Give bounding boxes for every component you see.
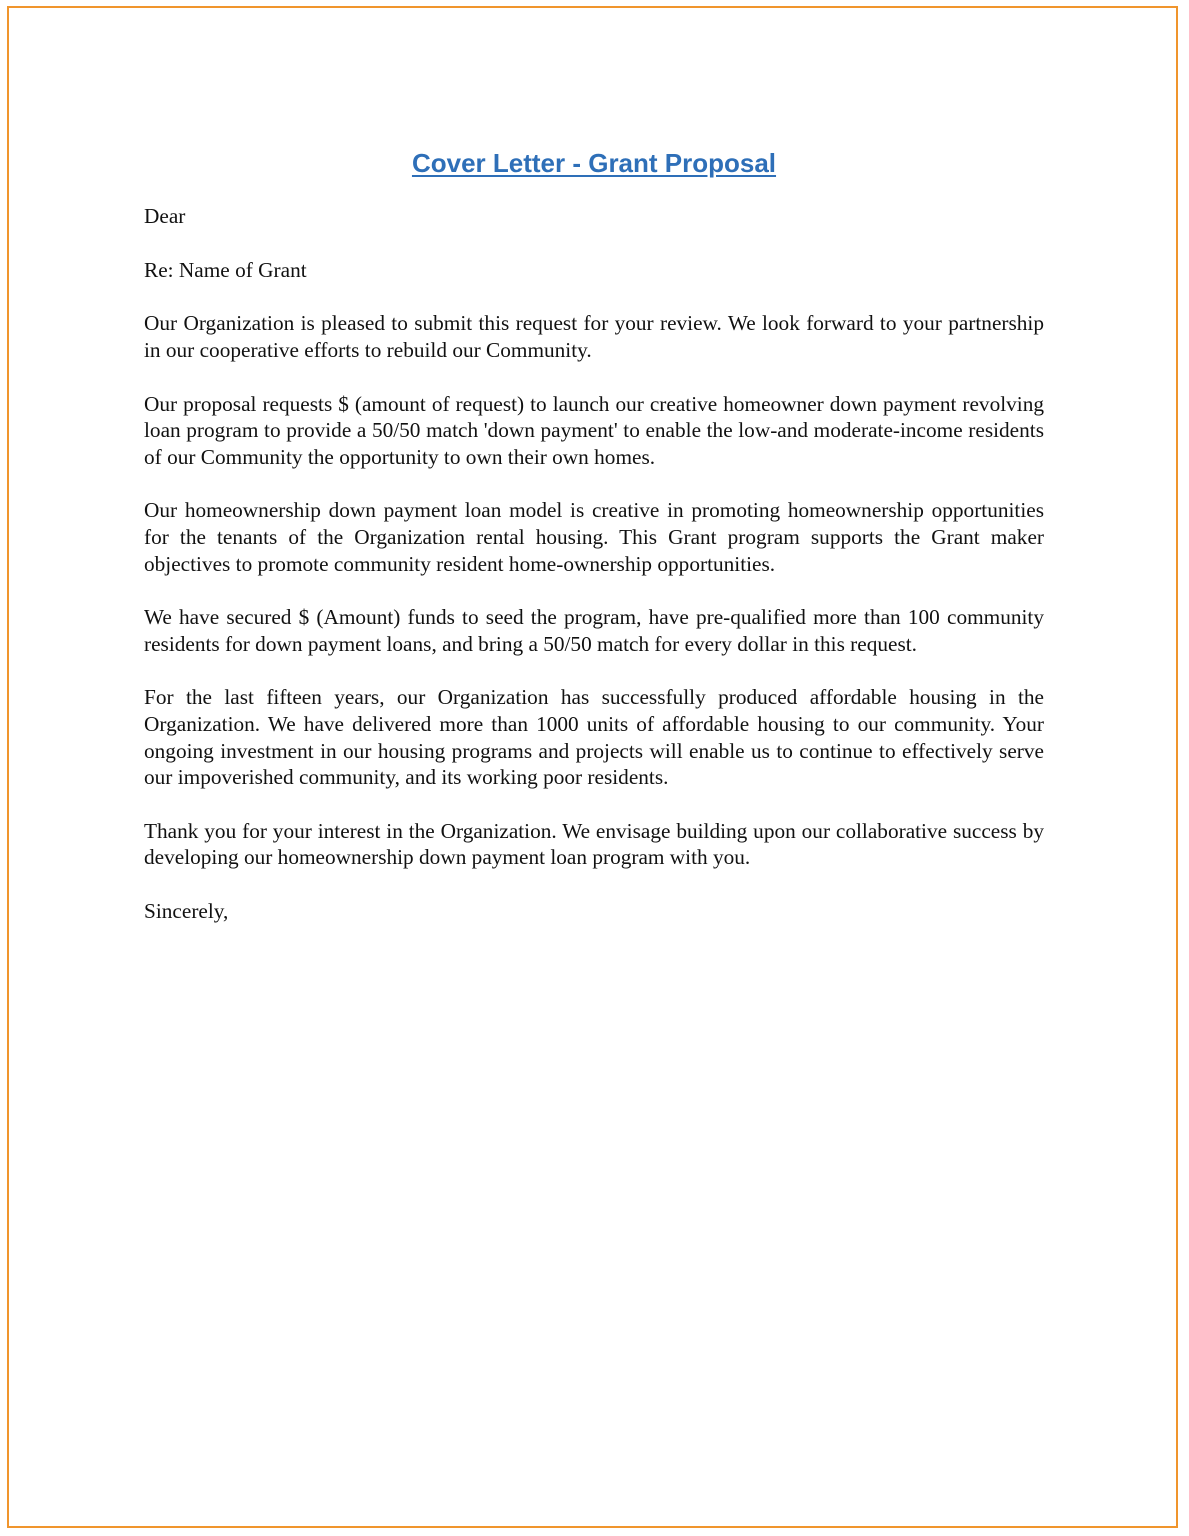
paragraph-model: Our homeownership down payment loan model is creative in promoting homeownership opportunities for the tenants of the Organization rental housing. This Grant program supports the Grant maker objectives to promote community resident home-ownership opportunities.	[144, 498, 1044, 576]
paragraph-intro: Our Organization is pleased to submit this request for your review. We look forward to your partnership in our cooperative efforts to rebuild our Community.	[144, 311, 1044, 363]
letter-body	[144, 145, 1044, 924]
paragraph-funding: We have secured $ (Amount) funds to seed the program, have pre-qualified more than 100 community residents for down payment loans, and bring a 50/50 match for every dollar in this request.	[144, 605, 1044, 656]
salutation: Dear	[144, 204, 186, 228]
subject-line: Re: Name of Grant	[144, 257, 307, 282]
document-title: Cover Letter - Grant Proposal	[411, 148, 777, 178]
paragraph-thanks: Thank you for your interest in the Organization. We envisage building upon our collaborative success by developing our homeownership down payment loan program with you.	[144, 818, 1044, 870]
closing: Sincerely,	[144, 898, 229, 923]
paragraph-history: For the last fifteen years, our Organization has successfully produced affordable housing in the Organization. We have delivered more than 1000 units of affordable housing to our community. Your ongoing investment in our housing programs and projects will enable us to continue to effectively serve our impoverished community, and its working poor residents.	[144, 685, 1044, 790]
paragraph-request: Our proposal requests $ (amount of request) to launch our creative homeowner down payment revolving loan program to provide a 50/50 match 'down payment' to enable the low-and moderate-income residents of our Community the opportunity to own their own homes.	[144, 391, 1044, 469]
